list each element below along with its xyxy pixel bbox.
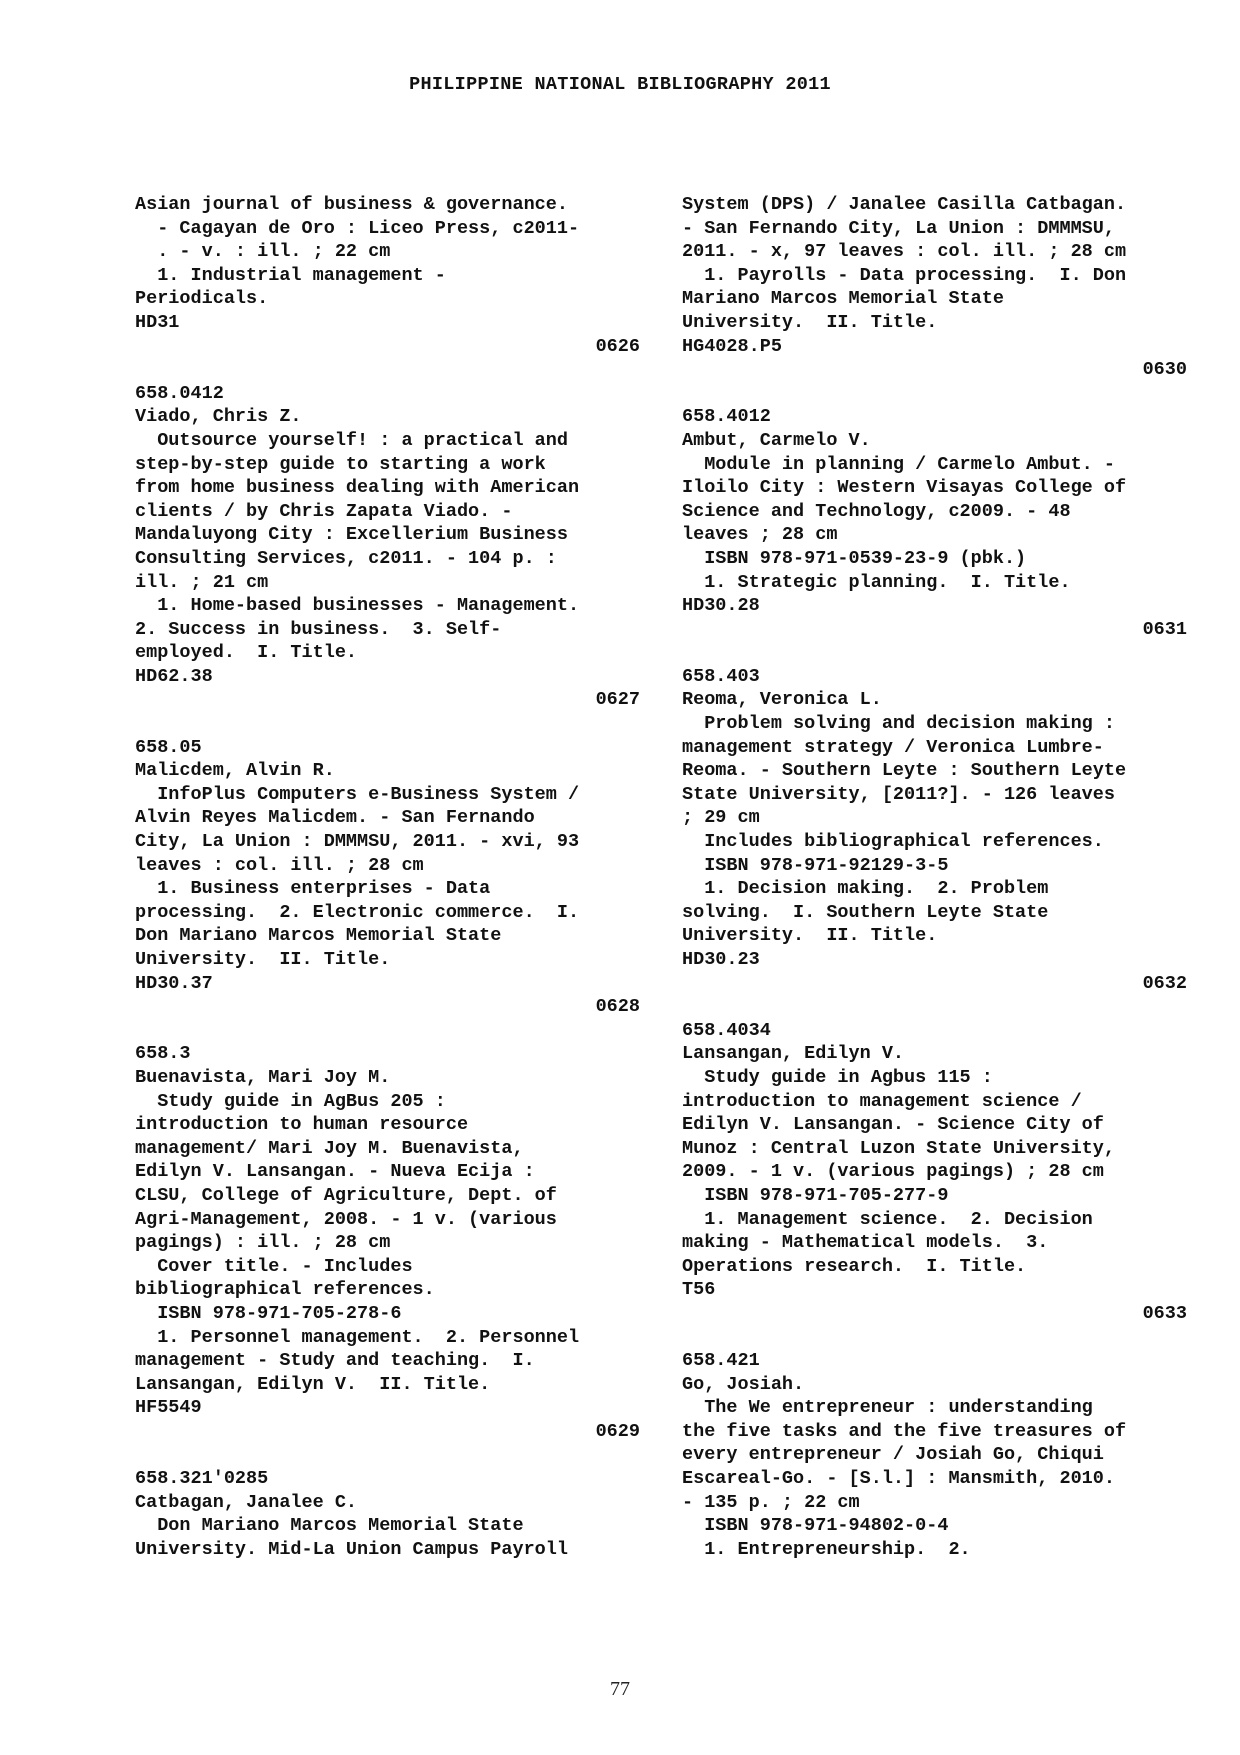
entry-line: pagings) : ill. ; 28 cm xyxy=(135,1232,391,1254)
blank-line xyxy=(135,1019,640,1043)
entry-line: Munoz : Central Luzon State University, xyxy=(682,1137,1115,1159)
entry-line: management/ Mari Joy M. Buenavista, xyxy=(135,1137,524,1159)
entry-line: University. II. Title. xyxy=(682,311,938,333)
entry-line: Malicdem, Alvin R. xyxy=(135,760,335,782)
entry-line: 1. Entrepreneurship. 2. xyxy=(682,1538,971,1560)
entry-line: the five tasks and the five treasures of xyxy=(682,1420,1127,1442)
entry-line: Lansangan, Edilyn V. II. Title. xyxy=(135,1373,491,1395)
entry-line: 1. Industrial management - xyxy=(135,264,446,286)
entry-line: making - Mathematical models. 3. xyxy=(682,1232,1049,1254)
entry-line: 1. Home-based businesses - Management. xyxy=(135,595,580,617)
entry-line: HD30.23 xyxy=(682,949,760,970)
entry-line: bibliographical references. xyxy=(135,1279,435,1301)
entry-line: 658.4012 xyxy=(682,406,771,428)
entry-line: leaves ; 28 cm xyxy=(682,524,838,546)
entry-line: ISBN 978-971-705-277-9 xyxy=(682,1184,949,1206)
entry-line: ISBN 978-971-705-278-6 xyxy=(135,1302,402,1324)
entry-number: 0632 xyxy=(1142,972,1187,994)
entry-line: Ambut, Carmelo V. xyxy=(682,429,871,451)
entry-line: Edilyn V. Lansangan. - Nueva Ecija : xyxy=(135,1161,535,1183)
entry-line: - 135 p. ; 22 cm xyxy=(682,1491,860,1513)
entry-line: management - Study and teaching. I. xyxy=(135,1350,535,1372)
entry-line: 1. Personnel management. 2. Personnel xyxy=(135,1326,580,1348)
entry-line: Mandaluyong City : Excellerium Business xyxy=(135,524,568,546)
entry-line: introduction to management science / xyxy=(682,1090,1082,1112)
entry-line: clients / by Chris Zapata Viado. - xyxy=(135,500,513,522)
entry-line: 1. Management science. 2. Decision xyxy=(682,1208,1093,1230)
entry-line: State University, [2011?]. - 126 leaves xyxy=(682,783,1115,805)
entry-line: Edilyn V. Lansangan. - Science City of xyxy=(682,1114,1104,1136)
entry-line: Escareal-Go. - [S.l.] : Mansmith, 2010. xyxy=(682,1468,1115,1490)
entry-line: Go, Josiah. xyxy=(682,1373,805,1395)
blank-line xyxy=(135,1443,640,1467)
entry-line: 658.321'0285 xyxy=(135,1468,269,1490)
entry-line: step-by-step guide to starting a work xyxy=(135,453,546,475)
entry-number: 0627 xyxy=(595,689,640,711)
blank-line xyxy=(682,382,1187,406)
entry-line: HG4028.P5 xyxy=(682,335,782,357)
entry-line: Mariano Marcos Memorial State xyxy=(682,288,1004,310)
entry-line: Outsource yourself! : a practical and xyxy=(135,429,568,451)
entry-line: ill. ; 21 cm xyxy=(135,571,269,593)
entry-line: Module in planning / Carmelo Ambut. - xyxy=(682,453,1115,475)
entry-line: InfoPlus Computers e-Business System / xyxy=(135,783,580,805)
entry-line: Cover title. - Includes xyxy=(135,1255,413,1277)
entry-line: every entrepreneur / Josiah Go, Chiqui xyxy=(682,1444,1104,1466)
entry-line: 1. Business enterprises - Data xyxy=(135,878,491,900)
entry-line: 658.421 xyxy=(682,1350,760,1372)
entry-number: 0628 xyxy=(595,996,640,1018)
entry-line: University. II. Title. xyxy=(135,949,391,970)
entry-line: Reoma. - Southern Leyte : Southern Leyte xyxy=(682,760,1127,782)
entry-line: from home business dealing with American xyxy=(135,477,580,499)
entry-line: T56 xyxy=(682,1279,716,1301)
entry-number: 0626 xyxy=(595,335,640,357)
page-title: PHILIPPINE NATIONAL BIBLIOGRAPHY 2011 xyxy=(409,74,831,95)
bibliography-column-right xyxy=(682,193,1187,1561)
entry-line: 658.0412 xyxy=(135,382,224,404)
entry-line: Problem solving and decision making : xyxy=(682,713,1115,735)
entry-line: CLSU, College of Agriculture, Dept. of xyxy=(135,1184,557,1206)
entry-number: 0630 xyxy=(1142,359,1187,381)
entry-line: Lansangan, Edilyn V. xyxy=(682,1043,905,1065)
entry-line: 658.05 xyxy=(135,736,202,758)
entry-line: 658.403 xyxy=(682,665,760,687)
entry-number: 0631 xyxy=(1142,618,1187,640)
entry-line: HD30.28 xyxy=(682,595,760,617)
entry-line: ISBN 978-971-0539-23-9 (pbk.) xyxy=(682,547,1027,569)
entry-line: Don Mariano Marcos Memorial State xyxy=(135,925,502,947)
entry-line: Buenavista, Mari Joy M. xyxy=(135,1066,391,1088)
entry-line: 1. Strategic planning. I. Title. xyxy=(682,571,1071,593)
entry-line: 658.3 xyxy=(135,1043,191,1065)
entry-line: Study guide in Agbus 115 : xyxy=(682,1066,993,1088)
blank-line xyxy=(135,712,640,736)
blank-line xyxy=(682,641,1187,665)
entry-line: solving. I. Southern Leyte State xyxy=(682,901,1049,923)
entry-line: processing. 2. Electronic commerce. I. xyxy=(135,901,580,923)
entry-line: Periodicals. xyxy=(135,288,269,310)
entry-line: HF5549 xyxy=(135,1397,202,1419)
blank-line xyxy=(682,1326,1187,1350)
entry-line: Study guide in AgBus 205 : xyxy=(135,1090,446,1112)
entry-number: 0629 xyxy=(595,1420,640,1442)
blank-line xyxy=(682,995,1187,1019)
entry-line: employed. I. Title. xyxy=(135,642,358,664)
entry-line: - San Fernando City, La Union : DMMMSU, xyxy=(682,217,1115,239)
entry-line: System (DPS) / Janalee Casilla Catbagan. xyxy=(682,194,1127,215)
entry-line: 658.4034 xyxy=(682,1019,771,1041)
entry-line: Science and Technology, c2009. - 48 xyxy=(682,500,1071,522)
entry-line: City, La Union : DMMMSU, 2011. - xvi, 93 xyxy=(135,831,580,853)
entry-line: HD31 xyxy=(135,311,180,333)
page-number: 77 xyxy=(610,1678,630,1700)
entry-line: University. Mid-La Union Campus Payroll xyxy=(135,1538,568,1560)
entry-line: Consulting Services, c2011. - 104 p. : xyxy=(135,547,557,569)
entry-line: Viado, Chris Z. xyxy=(135,406,302,428)
entry-line: 1. Payrolls - Data processing. I. Don xyxy=(682,264,1127,286)
entry-line: 1. Decision making. 2. Problem xyxy=(682,878,1049,900)
entry-line: Asian journal of business & governance. xyxy=(135,194,568,215)
entry-line: introduction to human resource xyxy=(135,1114,469,1136)
entry-line: ISBN 978-971-92129-3-5 xyxy=(682,854,949,876)
entry-line: Iloilo City : Western Visayas College of xyxy=(682,477,1127,499)
entry-line: 2. Success in business. 3. Self- xyxy=(135,618,502,640)
entry-line: HD30.37 xyxy=(135,972,213,994)
entry-line: Agri-Management, 2008. - 1 v. (various xyxy=(135,1208,557,1230)
bibliography-column-left xyxy=(135,193,640,1561)
entry-line: The We entrepreneur : understanding xyxy=(682,1397,1093,1419)
entry-line: University. II. Title. xyxy=(682,925,938,947)
entry-line: 2011. - x, 97 leaves : col. ill. ; 28 cm xyxy=(682,241,1127,263)
entry-line: - Cagayan de Oro : Liceo Press, c2011- xyxy=(135,217,580,239)
entry-line: Catbagan, Janalee C. xyxy=(135,1491,358,1513)
entry-line: Includes bibliographical references. xyxy=(682,831,1104,853)
entry-number: 0633 xyxy=(1142,1302,1187,1324)
entry-line: HD62.38 xyxy=(135,665,213,687)
entry-line: Alvin Reyes Malicdem. - San Fernando xyxy=(135,807,535,829)
entry-line: Don Mariano Marcos Memorial State xyxy=(135,1515,524,1537)
entry-line: Operations research. I. Title. xyxy=(682,1255,1027,1277)
entry-line: . - v. : ill. ; 22 cm xyxy=(135,241,391,263)
entry-line: leaves : col. ill. ; 28 cm xyxy=(135,854,424,876)
entry-line: management strategy / Veronica Lumbre- xyxy=(682,736,1104,758)
entry-line: ISBN 978-971-94802-0-4 xyxy=(682,1515,949,1537)
entry-line: ; 29 cm xyxy=(682,807,760,829)
entry-line: Reoma, Veronica L. xyxy=(682,689,882,711)
blank-line xyxy=(135,358,640,382)
entry-line: 2009. - 1 v. (various pagings) ; 28 cm xyxy=(682,1161,1104,1183)
